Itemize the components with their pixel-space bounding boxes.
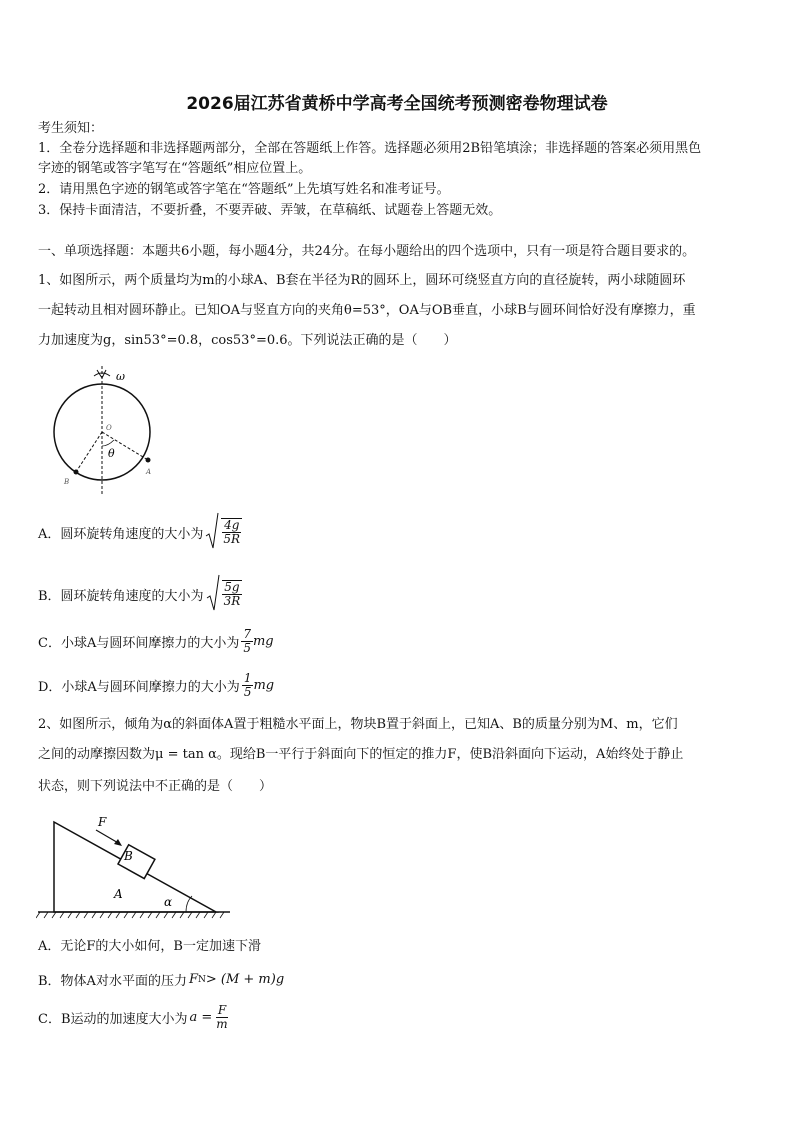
formula-subscript: N	[197, 974, 206, 985]
option-b[interactable]	[38, 574, 242, 614]
option-c[interactable]	[38, 628, 274, 655]
notice-heading: 考生须知：	[38, 121, 104, 136]
frac-denominator: 5	[243, 685, 252, 699]
formula-symbol: F	[188, 972, 198, 987]
sqrt-expression	[205, 512, 242, 552]
option-c[interactable]	[38, 1004, 230, 1031]
ring-figure	[44, 362, 164, 502]
omega-label: ω	[116, 370, 125, 383]
option-d[interactable]	[38, 672, 274, 699]
frac-denominator: 5	[243, 641, 251, 655]
option-text: D．小球A与圆环间摩擦力的大小为	[38, 680, 240, 695]
point-a-label: A	[146, 468, 152, 476]
incline-figure	[36, 812, 236, 922]
frac-numerator: F	[217, 1003, 227, 1017]
point-b-label: B	[64, 478, 70, 486]
frac-numerator: 5g	[224, 580, 240, 594]
option-text: C．小球A与圆环间摩擦力的大小为	[38, 636, 240, 651]
frac-denominator: 3R	[223, 594, 241, 608]
force-label: F	[98, 815, 107, 829]
section-heading: 一、单项选择题：本题共6小题，每小题4分，共24分。在每小题给出的四个选项中，只有一项是符合题目要求的。	[38, 244, 696, 259]
sqrt-expression	[206, 574, 243, 614]
wedge-a-label: A	[114, 887, 123, 901]
option-a[interactable]	[38, 512, 242, 552]
block-b-label: B	[124, 849, 133, 863]
theta-label: θ	[108, 447, 115, 460]
formula-lhs: a =	[189, 1010, 213, 1025]
frac-denominator: m	[216, 1017, 228, 1031]
option-b[interactable]	[38, 970, 284, 989]
question-1-line: 力加速度为g，sin53°=0.8，cos53°=0.6。下列说法正确的是（ ）	[38, 333, 457, 348]
option-text: C．B运动的加速度大小为	[38, 1012, 188, 1027]
notice-item: 字迹的钢笔或答字笔写在“答题纸”相应位置上。	[38, 161, 312, 176]
notice-item: 2．请用黑色字迹的钢笔或答字笔在“答题纸”上先填写姓名和准考证号。	[38, 182, 450, 197]
alpha-label: α	[164, 895, 173, 909]
center-label: O	[106, 424, 112, 432]
formula-tail: > (M + m)g	[205, 972, 285, 987]
formula-tail: mg	[252, 634, 274, 649]
question-2-line: 之间的动摩擦因数为μ = tan α。现给B一平行于斜面向下的恒定的推力F，使B沿斜面向下运动，A始终处于静止	[38, 747, 684, 762]
page-title: 2026届江苏省黄桥中学高考全国统考预测密卷物理试卷	[186, 94, 608, 114]
question-2-line: 状态，则下列说法中不正确的是（ ）	[38, 779, 273, 794]
question-2-line: 2、如图所示，倾角为α的斜面体A置于粗糙水平面上，物块B置于斜面上，已知A、B的质量分别为M、m，它们	[38, 717, 678, 732]
option-text: B．圆环旋转角速度的大小为	[38, 588, 204, 604]
notice-item: 1．全卷分选择题和非选择题两部分，全部在答题纸上作答。选择题必须用2B铅笔填涂；非选择题的答案必须用黑色	[38, 141, 702, 156]
frac-numerator: 7	[243, 627, 251, 641]
option-text: A．圆环旋转角速度的大小为	[38, 526, 204, 542]
question-1-line: 1、如图所示，两个质量均为m的小球A、B套在半径为R的圆环上，圆环可绕竖直方向的直径旋转，两小球随圆环	[38, 273, 686, 288]
question-1-line: 一起转动且相对圆环静止。已知OA与竖直方向的夹角θ=53°，OA与OB垂直，小球B与圆环间恰好没有摩擦力，重	[38, 303, 696, 318]
option-text: B．物体A对水平面的压力	[38, 974, 187, 989]
frac-numerator: 1	[243, 671, 252, 685]
frac-numerator: 4g	[224, 518, 240, 532]
option-a[interactable]	[38, 935, 261, 954]
option-text: A．无论F的大小如何，B一定加速下滑	[38, 939, 261, 954]
notice-item: 3．保持卡面清洁，不要折叠，不要弄破、弄皱，在草稿纸、试题卷上答题无效。	[38, 203, 502, 218]
frac-denominator: 5R	[223, 532, 241, 546]
formula-tail: mg	[253, 678, 275, 693]
